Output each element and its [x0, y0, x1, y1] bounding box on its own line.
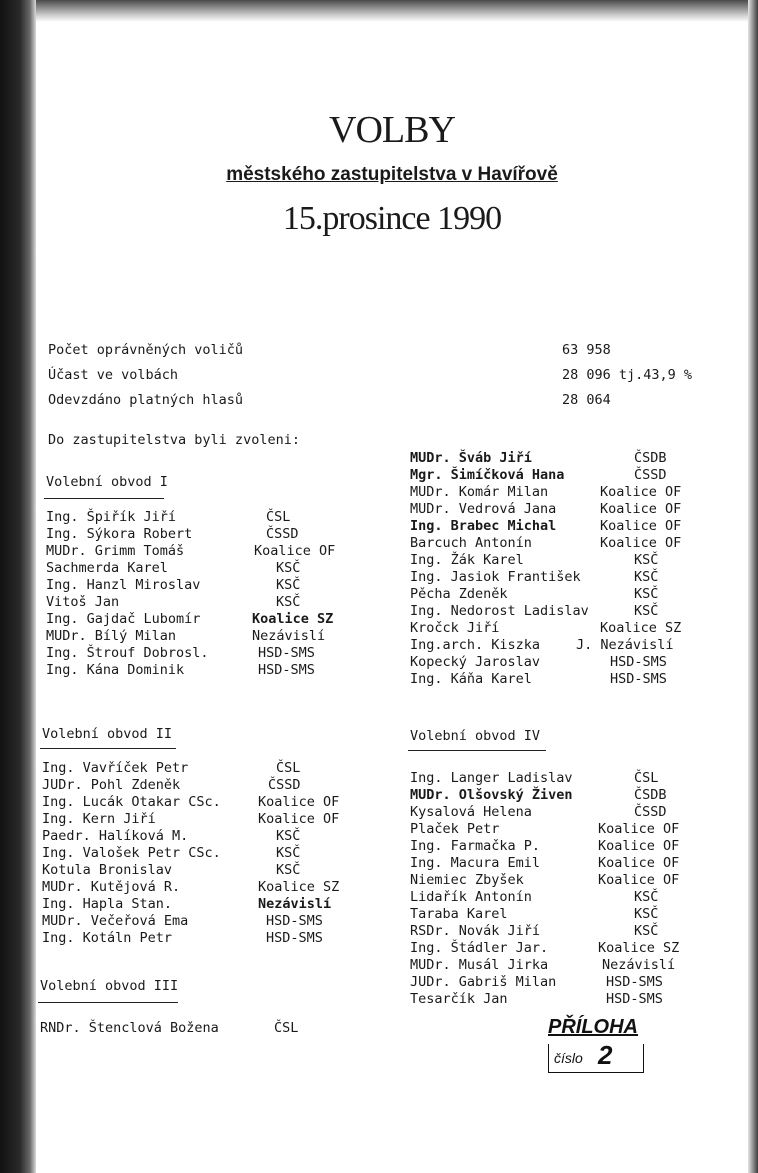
- candidate-party: KSČ: [634, 889, 659, 905]
- candidate-name: Taraba Karel: [410, 906, 508, 922]
- candidate-name: Lidařík Antonín: [410, 889, 532, 905]
- candidate-name: Ing. Kána Dominik: [46, 662, 185, 678]
- candidate-name: Kysalová Helena: [410, 804, 532, 820]
- candidate-party: KSČ: [634, 569, 659, 585]
- stamp-number: 2: [598, 1040, 613, 1070]
- district-heading: Volební obvod IV: [410, 728, 541, 744]
- candidate-name: Ing. Macura Emil: [410, 855, 541, 871]
- candidate-party: ČSSD: [634, 467, 667, 483]
- document-subtitle: městského zastupitelstva v Havířově: [226, 164, 558, 185]
- attachment-stamp: [546, 1016, 650, 1078]
- candidate-name: Ing. Jasiok František: [410, 569, 581, 585]
- candidate-party: HSD-SMS: [266, 930, 323, 946]
- candidate-party: HSD-SMS: [610, 671, 667, 687]
- district-heading: Volební obvod I: [46, 474, 168, 490]
- candidate-party: HSD-SMS: [266, 913, 323, 929]
- candidate-party: ČSSD: [634, 804, 667, 820]
- candidate-name: Ing. Štrouf Dobrosl.: [46, 645, 209, 661]
- district-heading: Volební obvod II: [42, 726, 173, 742]
- district-heading: Volební obvod III: [40, 978, 179, 994]
- candidate-name: Ing. Štádler Jar.: [410, 940, 549, 956]
- election-date: 15.prosince 1990: [282, 200, 502, 237]
- candidate-party: KSČ: [276, 828, 301, 844]
- candidate-party: Koalice SZ: [252, 611, 334, 627]
- candidate-party: Koalice OF: [258, 811, 340, 827]
- candidate-name: Ing. Gajdač Lubomír: [46, 611, 201, 627]
- candidate-party: Koalice OF: [598, 821, 680, 837]
- candidate-party: Koalice OF: [258, 794, 340, 810]
- candidate-party: KSČ: [276, 577, 301, 593]
- candidate-party: HSD-SMS: [258, 662, 315, 678]
- stat-value: 63 958: [562, 342, 611, 358]
- candidate-party: Koalice SZ: [600, 620, 682, 636]
- candidate-party: KSČ: [634, 923, 659, 939]
- candidate-party: KSČ: [276, 845, 301, 861]
- candidate-party: HSD-SMS: [610, 654, 667, 670]
- scan-border-top: [36, 0, 748, 22]
- stat-label: Počet oprávněných voličů: [48, 342, 244, 358]
- document-page: [36, 22, 748, 1173]
- candidate-name: Tesarčík Jan: [410, 991, 508, 1007]
- candidate-party: Koalice OF: [600, 501, 682, 517]
- candidate-name: JUDr. Pohl Zdeněk: [42, 777, 181, 793]
- candidate-name: Plaček Petr: [410, 821, 500, 837]
- candidate-party: J. Nezávislí: [576, 637, 674, 653]
- candidate-party: Koalice OF: [598, 838, 680, 854]
- candidate-party: Nezávislí: [602, 957, 676, 973]
- candidate-name: Barcuch Antonín: [410, 535, 532, 551]
- candidate-name: Ing. Kern Jiří: [42, 811, 156, 827]
- candidate-party: ČSL: [634, 770, 659, 786]
- candidate-party: HSD-SMS: [258, 645, 315, 661]
- candidate-party: KSČ: [634, 586, 659, 602]
- candidate-party: HSD-SMS: [606, 974, 663, 990]
- candidate-name: RNDr. Štenclová Božena: [40, 1020, 219, 1036]
- candidate-name: MUDr. Vedrová Jana: [410, 501, 557, 517]
- candidate-party: Nezávislí: [252, 628, 326, 644]
- candidate-name: Ing. Valošek Petr CSc.: [42, 845, 221, 861]
- candidate-name: Pěcha Zdeněk: [410, 586, 508, 602]
- candidate-name: Ing. Hapla Stan.: [42, 896, 173, 912]
- stamp-title: PŘÍLOHA: [548, 1016, 638, 1038]
- candidate-party: KSČ: [634, 603, 659, 619]
- candidate-party: Koalice OF: [254, 543, 336, 559]
- heading-underline: [40, 748, 176, 749]
- candidate-party: ČSL: [276, 760, 301, 776]
- heading-underline: [408, 750, 546, 751]
- candidate-party: ČSDB: [634, 450, 667, 466]
- stamp-label: číslo: [554, 1050, 583, 1066]
- candidate-name: Kopecký Jaroslav: [410, 654, 541, 670]
- scan-border-left: [0, 0, 36, 1173]
- elected-intro: Do zastupitelstva byli zvoleni:: [48, 432, 300, 448]
- candidate-name: MUDr. Komár Milan: [410, 484, 549, 500]
- candidate-party: Koalice OF: [600, 518, 682, 534]
- candidate-name: MUDr. Olšovský Živen: [410, 787, 573, 803]
- candidate-name: Ing. Kotáln Petr: [42, 930, 173, 946]
- candidate-party: KSČ: [276, 594, 301, 610]
- candidate-party: HSD-SMS: [606, 991, 663, 1007]
- scan-border-right: [748, 0, 758, 1173]
- candidate-name: Kročck Jiří: [410, 620, 500, 636]
- candidate-name: Ing. Lucák Otakar CSc.: [42, 794, 221, 810]
- candidate-party: KSČ: [634, 906, 659, 922]
- candidate-name: Niemiec Zbyšek: [410, 872, 524, 888]
- candidate-name: Ing. Sýkora Robert: [46, 526, 193, 542]
- stat-label: Odevzdáno platných hlasů: [48, 392, 244, 408]
- candidate-name: Ing. Žák Karel: [410, 552, 524, 568]
- heading-underline: [44, 498, 164, 499]
- stat-value: 28 064: [562, 392, 611, 408]
- candidate-name: RSDr. Novák Jiří: [410, 923, 541, 939]
- candidate-name: MUDr. Šváb Jiří: [410, 450, 532, 466]
- candidate-party: ČSDB: [634, 787, 667, 803]
- candidate-name: Kotula Bronislav: [42, 862, 173, 878]
- candidate-party: Koalice OF: [598, 855, 680, 871]
- candidate-party: ČSL: [266, 509, 291, 525]
- candidate-name: Ing. Hanzl Miroslav: [46, 577, 201, 593]
- stat-label: Účast ve volbách: [48, 367, 179, 383]
- candidate-name: Paedr. Halíková M.: [42, 828, 189, 844]
- candidate-party: Nezávislí: [258, 896, 332, 912]
- heading-underline: [38, 1002, 178, 1003]
- candidate-name: Ing. Špiřík Jiří: [46, 509, 177, 525]
- candidate-name: Vitoš Jan: [46, 594, 120, 610]
- stat-value: 28 096 tj.43,9 %: [562, 367, 693, 383]
- candidate-party: ČSSD: [268, 777, 301, 793]
- candidate-name: MUDr. Kutějová R.: [42, 879, 181, 895]
- candidate-party: Koalice OF: [600, 484, 682, 500]
- candidate-party: KSČ: [634, 552, 659, 568]
- candidate-name: Ing. Káňa Karel: [410, 671, 532, 687]
- candidate-party: Koalice OF: [600, 535, 682, 551]
- candidate-name: Ing. Langer Ladislav: [410, 770, 573, 786]
- candidate-name: Ing. Farmačka P.: [410, 838, 541, 854]
- candidate-party: ČSSD: [266, 526, 299, 542]
- candidate-party: KSČ: [276, 862, 301, 878]
- candidate-name: MUDr. Musál Jirka: [410, 957, 549, 973]
- document-title: VOLBY: [329, 109, 455, 151]
- candidate-name: MUDr. Bílý Milan: [46, 628, 177, 644]
- candidate-name: Mgr. Šimíčková Hana: [410, 467, 565, 483]
- candidate-party: ČSL: [274, 1020, 299, 1036]
- candidate-name: Ing. Vavříček Petr: [42, 760, 189, 776]
- candidate-party: Koalice OF: [598, 872, 680, 888]
- candidate-party: KSČ: [276, 560, 301, 576]
- candidate-party: Koalice SZ: [258, 879, 340, 895]
- candidate-name: JUDr. Gabriš Milan: [410, 974, 557, 990]
- candidate-name: MUDr. Grimm Tomáš: [46, 543, 185, 559]
- candidate-party: Koalice SZ: [598, 940, 680, 956]
- candidate-name: Sachmerda Karel: [46, 560, 168, 576]
- candidate-name: Ing. Brabec Michal: [410, 518, 557, 534]
- candidate-name: Ing.arch. Kiszka: [410, 637, 541, 653]
- candidate-name: MUDr. Večeřová Ema: [42, 913, 189, 929]
- candidate-name: Ing. Nedorost Ladislav: [410, 603, 589, 619]
